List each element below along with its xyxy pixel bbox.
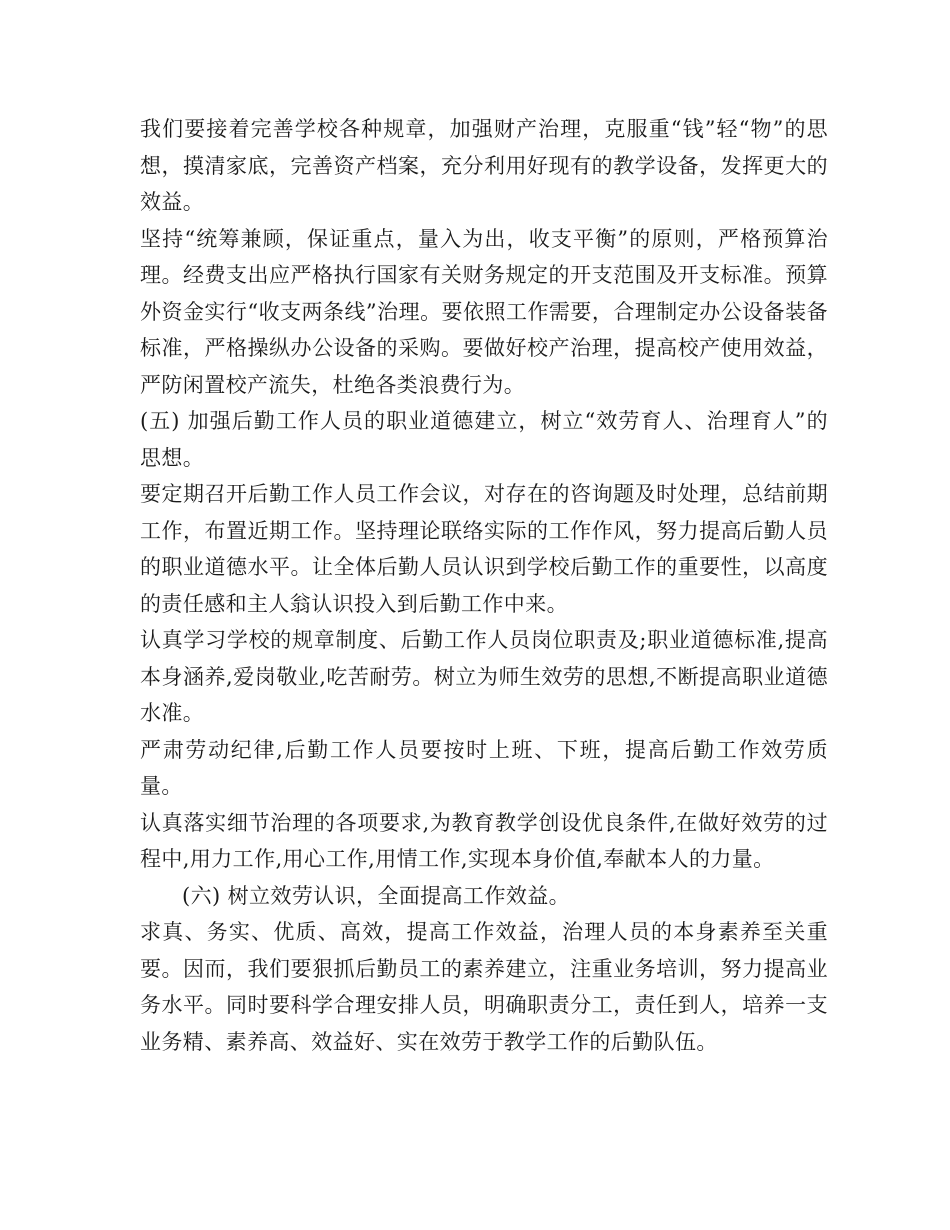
section-heading-6: (六) 树立效劳认识，全面提高工作效益。 [182, 883, 571, 908]
paragraph-asset-management: 我们要接着完善学校各种规章，加强财产治理，克服重“钱”轻“物”的思想，摸清家底，完善资产档案，充分利用好现有的教学设备，发挥更大的效益。 [140, 117, 828, 214]
paragraph-budget-management: 坚持“统筹兼顾，保证重点，量入为出，收支平衡”的原则，严格预算治理。经费支出应严格执行国家有关财务规定的开支范围及开支标准。预算外资金实行“收支两条线”治理。要依照工作需要，合理制定办公设备装备标准，严格操纵办公设备的采购。要做好校产治理，提高校产使用效益，严防闲置校产流失，杜绝各类浪费行为。 [140, 226, 828, 397]
paragraph-detail-management: 认真落实细节治理的各项要求,为教育教学创设优良条件,在做好效劳的过程中,用力工作,用心工作,用情工作,实现本身价值,奉献本人的力量。 [140, 810, 828, 871]
paragraph-staff-meetings: 要定期召开后勤工作人员工作会议，对存在的咨询题及时处理，总结前期工作，布置近期工作。坚持理论联络实际的工作作风，努力提高后勤人员的职业道德水平。让全体后勤人员认识到学校后勤工作的重要性，以高度的责任感和主人翁认识投入到后勤工作中来。 [140, 482, 828, 616]
paragraph-study-rules: 认真学习学校的规章制度、后勤工作人员岗位职责及;职业道德标准,提高本身涵养,爱岗敬业,吃苦耐劳。树立为师生效劳的思想,不断提高职业道德水准。 [140, 628, 828, 725]
paragraph-labor-discipline: 严肃劳动纪律,后勤工作人员要按时上班、下班，提高后勤工作效劳质量。 [140, 737, 828, 798]
paragraph-work-efficiency: 求真、务实、优质、高效，提高工作效益，治理人员的本身素养至关重要。因而，我们要狠抓后勤员工的素养建立，注重业务培训，努力提高业务水平。同时要科学合理安排人员，明确职责分工，责任到人，培养一支业务精、素养高、效益好、实在效劳于教学工作的后勤队伍。 [140, 920, 828, 1054]
section-heading-5: (五) 加强后勤工作人员的职业道德建立，树立“效劳育人、治理育人”的思想。 [140, 409, 828, 470]
document-body [140, 111, 828, 1060]
